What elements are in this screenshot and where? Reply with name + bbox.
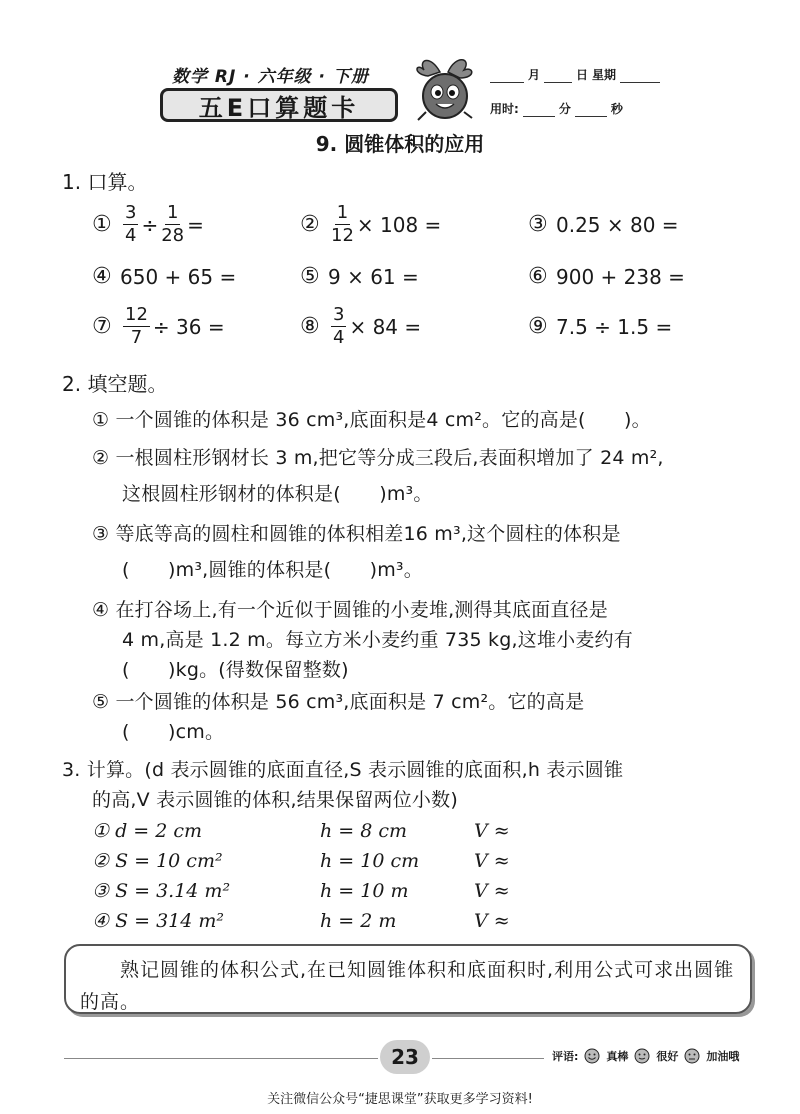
mental-q1: ① $\frac{3}{4}$ ÷ $\frac{1}{28}$ = xyxy=(92,202,204,246)
mental-q8: ⑧ $\frac{3}{4}$ × 84 = xyxy=(300,304,422,348)
calc-row4-given: ④ S = 314 m² xyxy=(92,910,225,932)
section2-title: 2. 填空题。 xyxy=(62,372,168,396)
page-number: 23 xyxy=(380,1040,430,1074)
mental-q5: ⑤ 9 × 61 = xyxy=(300,264,419,289)
fill-q5-line2: ( )cm。 xyxy=(122,721,225,743)
calc-row3-height: h = 10 m xyxy=(320,880,409,902)
mental-q7: ⑦ $\frac{12}{7}$ ÷ 36 = xyxy=(92,304,225,348)
section3-title-line2: 的高,V 表示圆锥的体积,结果保留两位小数) xyxy=(92,789,458,811)
good-face-icon[interactable] xyxy=(634,1048,650,1064)
mental-q9: ⑨ 7.5 ÷ 1.5 = xyxy=(528,314,673,339)
calc-row2-volume: V ≈ xyxy=(474,850,510,872)
date-field[interactable]: 月 日 星期 xyxy=(490,66,660,83)
calc-row1-height: h = 8 cm xyxy=(320,820,408,842)
fill-q3-line1: ③ 等底等高的圆柱和圆锥的体积相差16 m³,这个圆柱的体积是 xyxy=(92,523,621,545)
tip-text: 熟记圆锥的体积公式,在已知圆锥体积和底面积时,利用公式可求出圆锥的高。 xyxy=(80,959,735,1013)
fill-q3-line2: ( )m³,圆锥的体积是( )m³。 xyxy=(122,559,423,581)
fill-q4-line1: ④ 在打谷场上,有一个近似于圆锥的小麦堆,测得其底面直径是 xyxy=(92,599,608,621)
mental-q2: ② $\frac{1}{12}$ × 108 = xyxy=(300,202,442,246)
subject-label: 数学 RJ · 六年级 · 下册 xyxy=(172,67,369,87)
rating-bar: 评语: 真棒 很好 加油哦 xyxy=(552,1050,740,1063)
fill-q2-line1: ② 一根圆柱形钢材长 3 m,把它等分成三段后,表面积增加了 24 m², xyxy=(92,447,664,469)
calc-row3-given: ③ S = 3.14 m² xyxy=(92,880,231,902)
section1-title: 1. 口算。 xyxy=(62,170,148,194)
footer-divider-right xyxy=(432,1058,544,1059)
mental-q6: ⑥ 900 + 238 = xyxy=(528,264,685,289)
lesson-title: 9. 圆锥体积的应用 xyxy=(315,132,485,156)
footer-divider-left xyxy=(64,1058,378,1059)
fill-q1: ① 一个圆锥的体积是 36 cm³,底面积是4 cm²。它的高是( )。 xyxy=(92,409,651,431)
calc-row2-given: ② S = 10 cm² xyxy=(92,850,223,872)
time-field[interactable]: 用时: 分 秒 xyxy=(490,102,623,116)
calc-row1-given: ① d = 2 cm xyxy=(92,820,203,842)
calc-row1-volume: V ≈ xyxy=(474,820,510,842)
calc-row4-height: h = 2 m xyxy=(320,910,397,932)
mental-q3: ③ 0.25 × 80 = xyxy=(528,212,679,237)
calc-row3-volume: V ≈ xyxy=(474,880,510,902)
calc-row2-height: h = 10 cm xyxy=(320,850,420,872)
calc-row4-volume: V ≈ xyxy=(474,910,510,932)
try-harder-face-icon[interactable] xyxy=(684,1048,700,1064)
fill-q4-line2: 4 m,高是 1.2 m。每立方米小麦约重 735 kg,这堆小麦约有 xyxy=(122,629,633,651)
great-face-icon[interactable] xyxy=(584,1048,600,1064)
fill-q4-line3: ( )kg。(得数保留整数) xyxy=(122,659,349,681)
title-banner: 五E口算题卡 xyxy=(160,88,398,122)
section3-title-line1: 3. 计算。(d 表示圆锥的底面直径,S 表示圆锥的底面积,h 表示圆锥 xyxy=(62,759,624,781)
mental-q4: ④ 650 + 65 = xyxy=(92,264,237,289)
fill-q5-line1: ⑤ 一个圆锥的体积是 56 cm³,底面积是 7 cm²。它的高是 xyxy=(92,691,585,713)
radish-mascot-icon xyxy=(410,52,480,126)
footer-note: 关注微信公众号“捷思课堂”获取更多学习资料! xyxy=(267,1092,533,1107)
fill-q2-line2: 这根圆柱形钢材的体积是( )m³。 xyxy=(122,483,433,505)
